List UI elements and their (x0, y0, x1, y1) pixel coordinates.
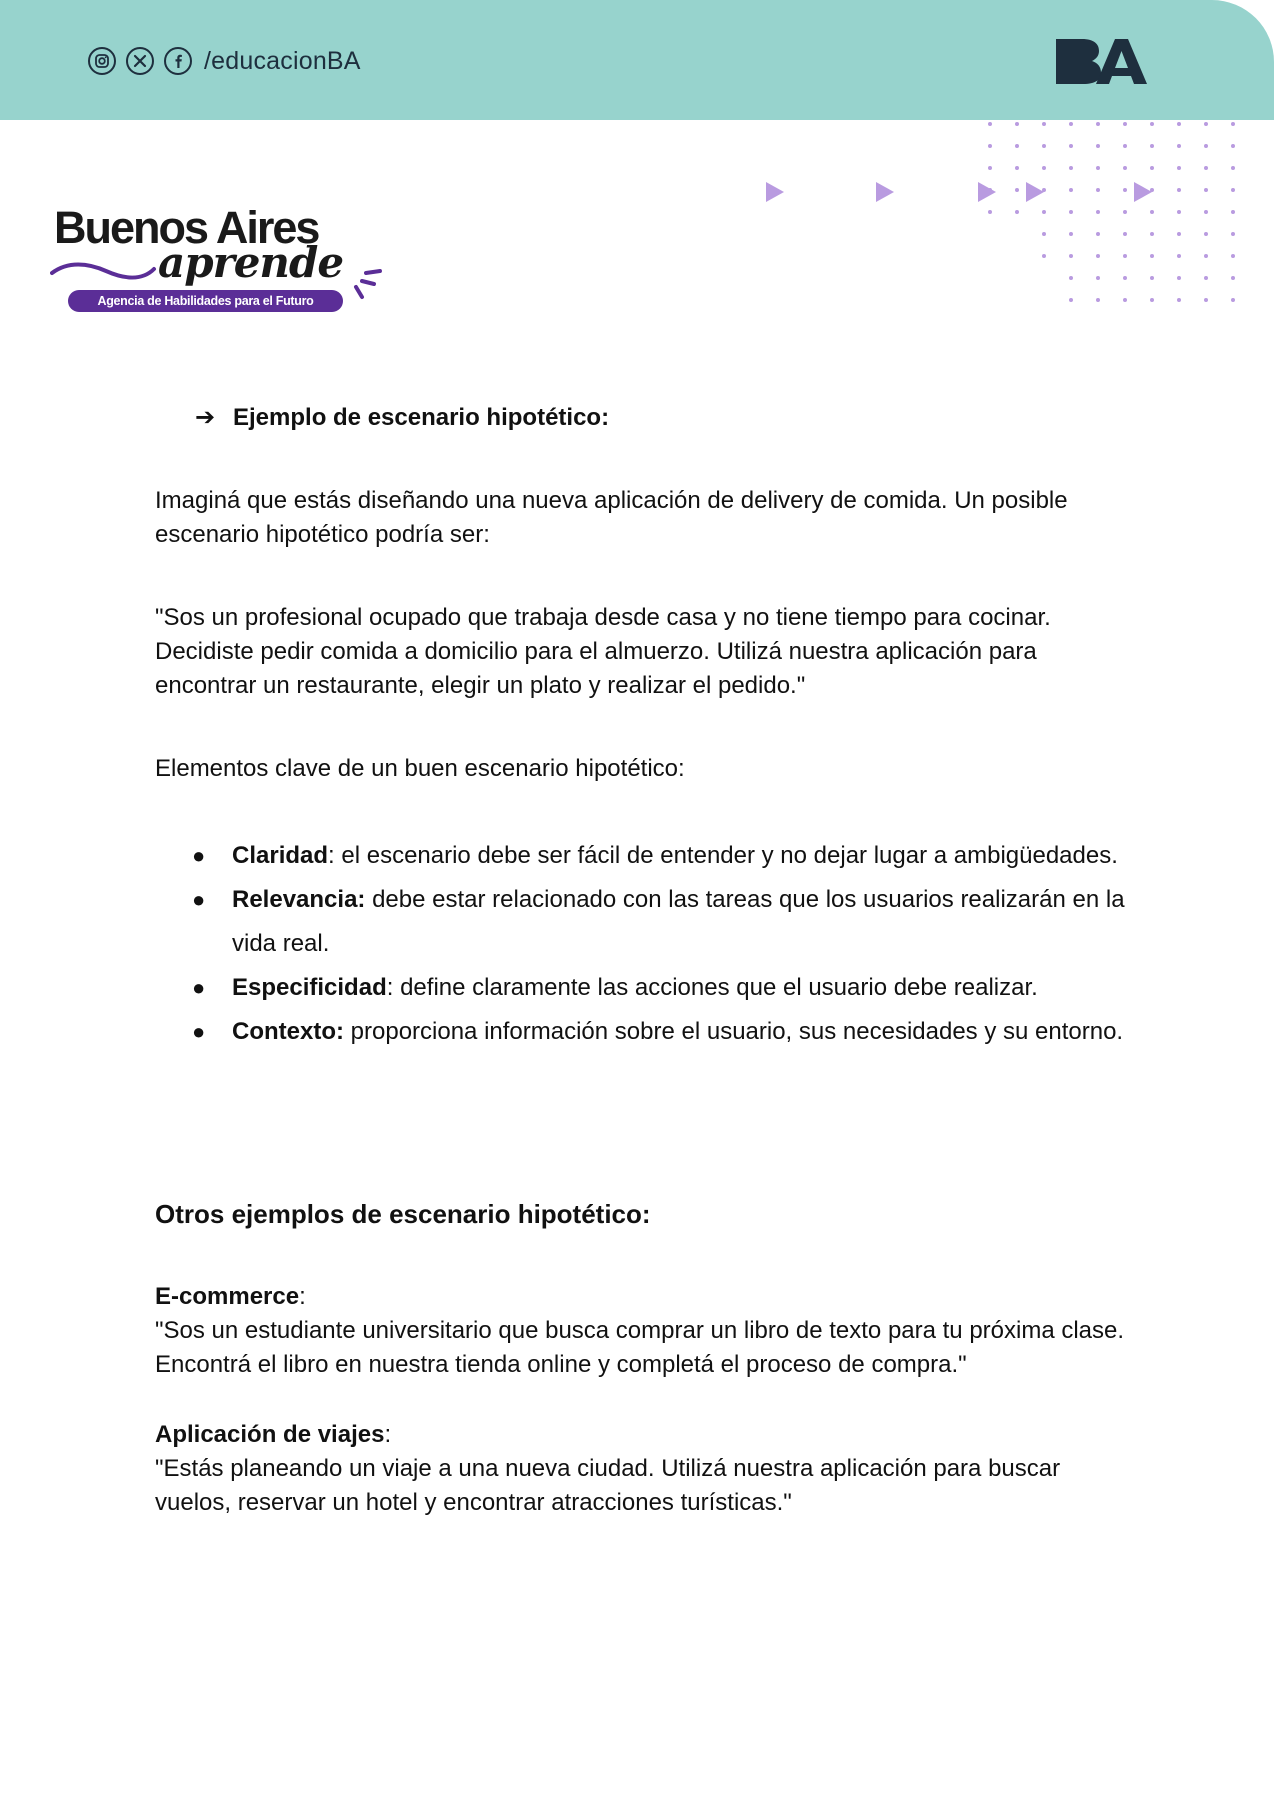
dot (1123, 254, 1127, 258)
list-item (155, 834, 1135, 878)
dot (1231, 210, 1235, 214)
dot (1015, 188, 1019, 192)
bullet-text: define claramente las acciones que el usuario debe realizar. (393, 974, 1038, 1001)
dot (1123, 144, 1127, 148)
social-handle[interactable]: /educacionBA (204, 46, 361, 75)
dot (1069, 298, 1073, 302)
dot (1204, 298, 1208, 302)
dot (1204, 144, 1208, 148)
dot (1042, 144, 1046, 148)
dot (988, 122, 992, 126)
dot (988, 144, 992, 148)
dot (1231, 144, 1235, 148)
example-quote: "Sos un estudiante universitario que busca comprar un libro de texto para tu próxima clase. Encontrá el libro en nuestra tienda online y completá el proceso de compra." (155, 1317, 1125, 1378)
dot (1204, 276, 1208, 280)
dot (1096, 232, 1100, 236)
dot (1123, 298, 1127, 302)
other-examples-heading: Otros ejemplos de escenario hipotético: (155, 1199, 651, 1229)
example-title: E-commerce (155, 1283, 300, 1310)
bullet-icon: ● (192, 843, 206, 868)
list-item (155, 966, 1135, 1010)
dot (988, 210, 992, 214)
dot (1150, 166, 1154, 170)
list-item (155, 878, 1135, 966)
dot (1015, 166, 1019, 170)
dot (1042, 166, 1046, 170)
example-travel: Aplicación de viajes: "Estás planeando un viaje a una nueva ciudad. Utilizá nuestra aplicación para buscar vuelos, reservar un hotel y encontrar atracciones turísticas." (155, 1418, 1135, 1520)
dot (1123, 232, 1127, 236)
dot (1069, 210, 1073, 214)
decorative-pattern (740, 118, 1240, 330)
dot (1177, 210, 1181, 214)
dot (1177, 166, 1181, 170)
list-item (155, 1010, 1135, 1054)
brand-logo (50, 202, 390, 315)
dot (1177, 144, 1181, 148)
dot (1123, 276, 1127, 280)
dot (1177, 232, 1181, 236)
dot (1069, 122, 1073, 126)
example-ecommerce: E-commerce: "Sos un estudiante universitario que busca comprar un libro de texto para tu próxima clase. Encontrá el libro en nuestra tienda online y completá el proceso de compra." (155, 1280, 1135, 1382)
intro-paragraph: Imaginá que estás diseñando una nueva aplicación de delivery de comida. Un posible escenario hipotético podría ser: (155, 487, 1068, 548)
dot (1096, 254, 1100, 258)
dot (1069, 166, 1073, 170)
dot (1150, 122, 1154, 126)
dot (1177, 122, 1181, 126)
key-elements-list (155, 834, 1135, 1054)
section-heading-text: Ejemplo de escenario hipotético: (233, 404, 610, 431)
brand-tagline: Agencia de Habilidades para el Futuro (68, 290, 343, 312)
dot (1150, 144, 1154, 148)
dot (1096, 122, 1100, 126)
dot (1042, 254, 1046, 258)
dot (1177, 298, 1181, 302)
dot (1150, 232, 1154, 236)
dot (1069, 144, 1073, 148)
bullet-term: Relevancia: (232, 886, 366, 913)
section-heading (155, 401, 1135, 435)
dot (1231, 166, 1235, 170)
dot (1204, 232, 1208, 236)
bullet-term: Claridad (232, 842, 329, 869)
dot (1204, 188, 1208, 192)
dot (1015, 144, 1019, 148)
bullet-text: debe estar relacionado con las tareas que los usuarios realizarán en la vida real. (232, 886, 1125, 957)
dot (1096, 144, 1100, 148)
dot (1150, 254, 1154, 258)
key-elements-intro: Elementos clave de un buen escenario hipotético: (155, 755, 685, 782)
dot (1096, 276, 1100, 280)
example-title: Aplicación de viajes (155, 1421, 385, 1448)
dot (1123, 122, 1127, 126)
dot (1231, 188, 1235, 192)
dot (1150, 298, 1154, 302)
bullet-text: proporciona información sobre el usuario, sus necesidades y su entorno. (343, 1018, 1124, 1045)
dot (1204, 166, 1208, 170)
dot (1204, 210, 1208, 214)
brand-title: Buenos Aires (54, 202, 319, 253)
instagram-icon[interactable] (88, 47, 116, 75)
bullet-icon: ● (192, 1019, 206, 1044)
x-icon[interactable] (126, 47, 154, 75)
arrow-right-icon: ➔ (195, 404, 216, 431)
bullet-icon: ● (192, 887, 206, 912)
dot (1150, 210, 1154, 214)
dot (1015, 122, 1019, 126)
brand-script: aprende (158, 238, 344, 287)
dot (1177, 276, 1181, 280)
bullet-sep: : (328, 842, 335, 869)
ba-logo (1052, 35, 1164, 87)
bullet-term: Contexto: (232, 1018, 344, 1045)
dot (1096, 188, 1100, 192)
dot (1042, 210, 1046, 214)
bullet-icon: ● (192, 975, 206, 1000)
dot (1204, 254, 1208, 258)
scenario-quote: "Sos un profesional ocupado que trabaja desde casa y no tiene tiempo para cocinar. Decidiste pedir comida a domicilio para el almuerzo. Utilizá nuestra aplicación para encontrar un restaurante, elegir un plato y realizar el pedido." (155, 604, 1051, 699)
dot (1096, 166, 1100, 170)
dot (988, 166, 992, 170)
dot (1177, 188, 1181, 192)
dot (1123, 188, 1127, 192)
dot (1042, 232, 1046, 236)
dot (1231, 298, 1235, 302)
example-quote: "Estás planeando un viaje a una nueva ciudad. Utilizá nuestra aplicación para buscar vuelos, reservar un hotel y encontrar atracciones turísticas." (155, 1455, 1061, 1516)
dot (1069, 188, 1073, 192)
dot (1231, 276, 1235, 280)
dot (1231, 254, 1235, 258)
social-links (88, 44, 361, 78)
dot (1123, 210, 1127, 214)
dot (1231, 232, 1235, 236)
dot (1069, 254, 1073, 258)
dot (1204, 122, 1208, 126)
dot (1042, 122, 1046, 126)
dot (1150, 276, 1154, 280)
dot (1096, 298, 1100, 302)
bullet-sep: : (386, 974, 394, 1001)
facebook-icon[interactable] (164, 47, 192, 75)
dot (1231, 122, 1235, 126)
dot (1069, 232, 1073, 236)
header-bar (0, 0, 1274, 120)
bullet-text: el escenario debe ser fácil de entender y no dejar lugar a ambigüedades. (334, 842, 1118, 869)
dot (1096, 210, 1100, 214)
dot (1015, 210, 1019, 214)
dot (1123, 166, 1127, 170)
bullet-term: Especificidad (232, 974, 387, 1001)
dot (1177, 254, 1181, 258)
dot (1069, 276, 1073, 280)
